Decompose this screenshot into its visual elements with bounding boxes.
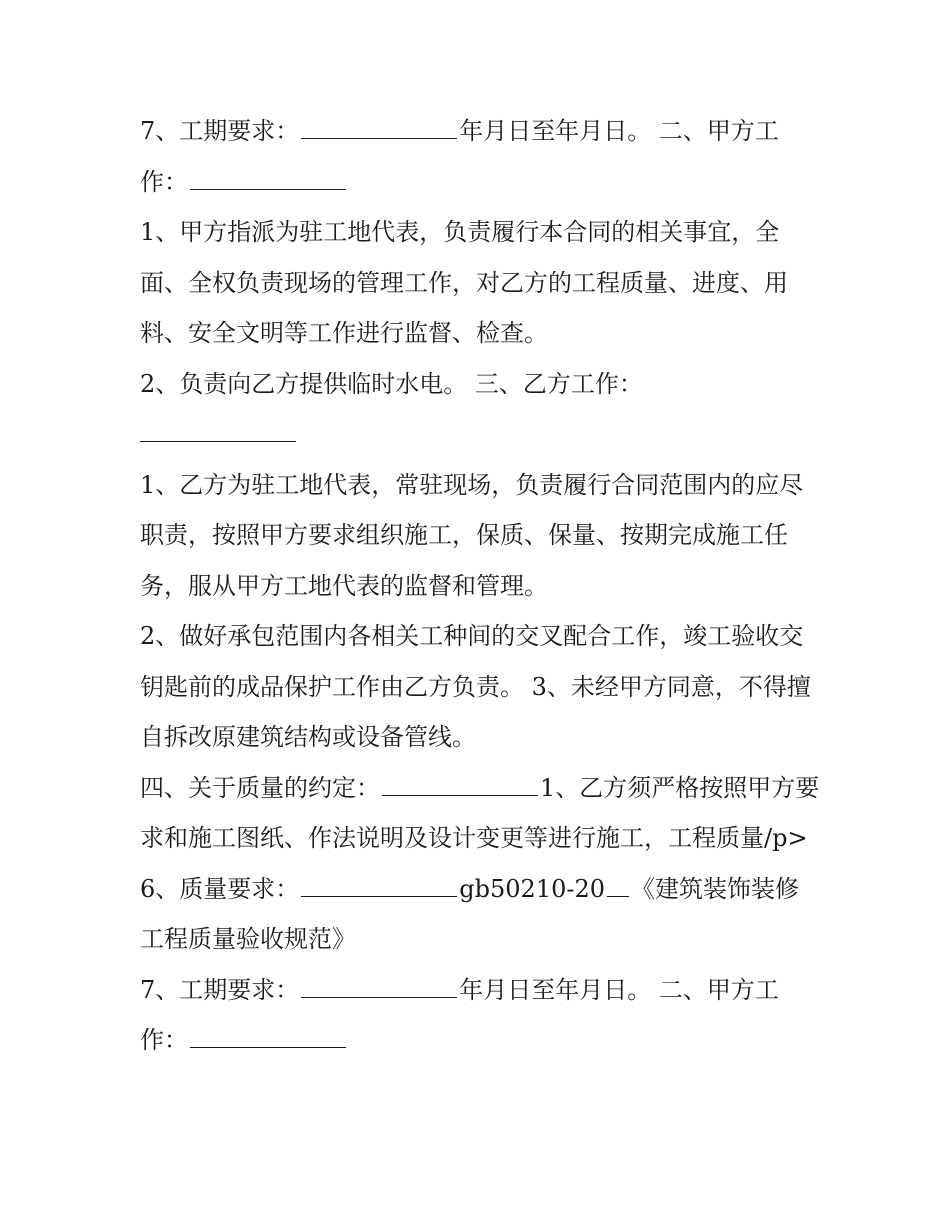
fill-blank-short	[607, 895, 629, 897]
quality-agreement-label: 四、关于质量的约定：	[140, 773, 380, 802]
paragraph-quality-requirement	[140, 864, 820, 965]
duration-label: 7、工期要求：	[140, 975, 300, 1004]
fill-blank	[190, 188, 346, 190]
fill-blank	[140, 440, 296, 442]
fill-blank	[382, 794, 538, 796]
standard-name: 《建筑装饰装修工程质量验收规范》	[140, 874, 800, 953]
duration-text: 年月日至年月日。 二、甲方工作：	[140, 117, 779, 196]
fill-blank	[301, 895, 457, 897]
quality-agreement-text: 1、乙方须严格按照甲方要求和施工图纸、作法说明及设计变更等进行施工，工程质量/p>	[140, 773, 820, 852]
fill-blank	[301, 137, 457, 139]
duration-text: 年月日至年月日。 二、甲方工作：	[140, 975, 779, 1054]
duration-label: 7、工期要求：	[140, 117, 300, 145]
paragraph-party-a-representative: 1、甲方指派为驻工地代表，负责履行本合同的相关事宜，全面、全权负责现场的管理工作，对乙方的工程质量、进度、用料、安全文明等工作进行监督、检查。	[140, 218, 788, 347]
document-page	[140, 106, 820, 1066]
paragraph-party-b-representative: 1、乙方为驻工地代表，常驻现场，负责履行合同范围内的应尽职责，按照甲方要求组织施工，保质、保量、按期完成施工任务，服从甲方工地代表的监督和管理。	[140, 470, 804, 600]
standard-code: gb50210-20	[459, 874, 606, 903]
paragraph-duration-requirement	[140, 106, 820, 207]
paragraph-duration-requirement-repeat	[140, 965, 820, 1066]
paragraph-coordination: 2、做好承包范围内各相关工种间的交叉配合工作，竣工验收交钥匙前的成品保护工作由乙方负责。 3、未经甲方同意，不得擅自拆改原建筑结构或设备管线。	[140, 622, 811, 751]
quality-requirement-label: 6、质量要求：	[140, 874, 300, 903]
blank-line	[140, 409, 820, 460]
paragraph-quality-agreement	[140, 763, 820, 864]
paragraph-water-electricity: 2、负责向乙方提供临时水电。 三、乙方工作：	[140, 369, 643, 398]
fill-blank	[301, 996, 457, 998]
fill-blank	[190, 1046, 346, 1048]
